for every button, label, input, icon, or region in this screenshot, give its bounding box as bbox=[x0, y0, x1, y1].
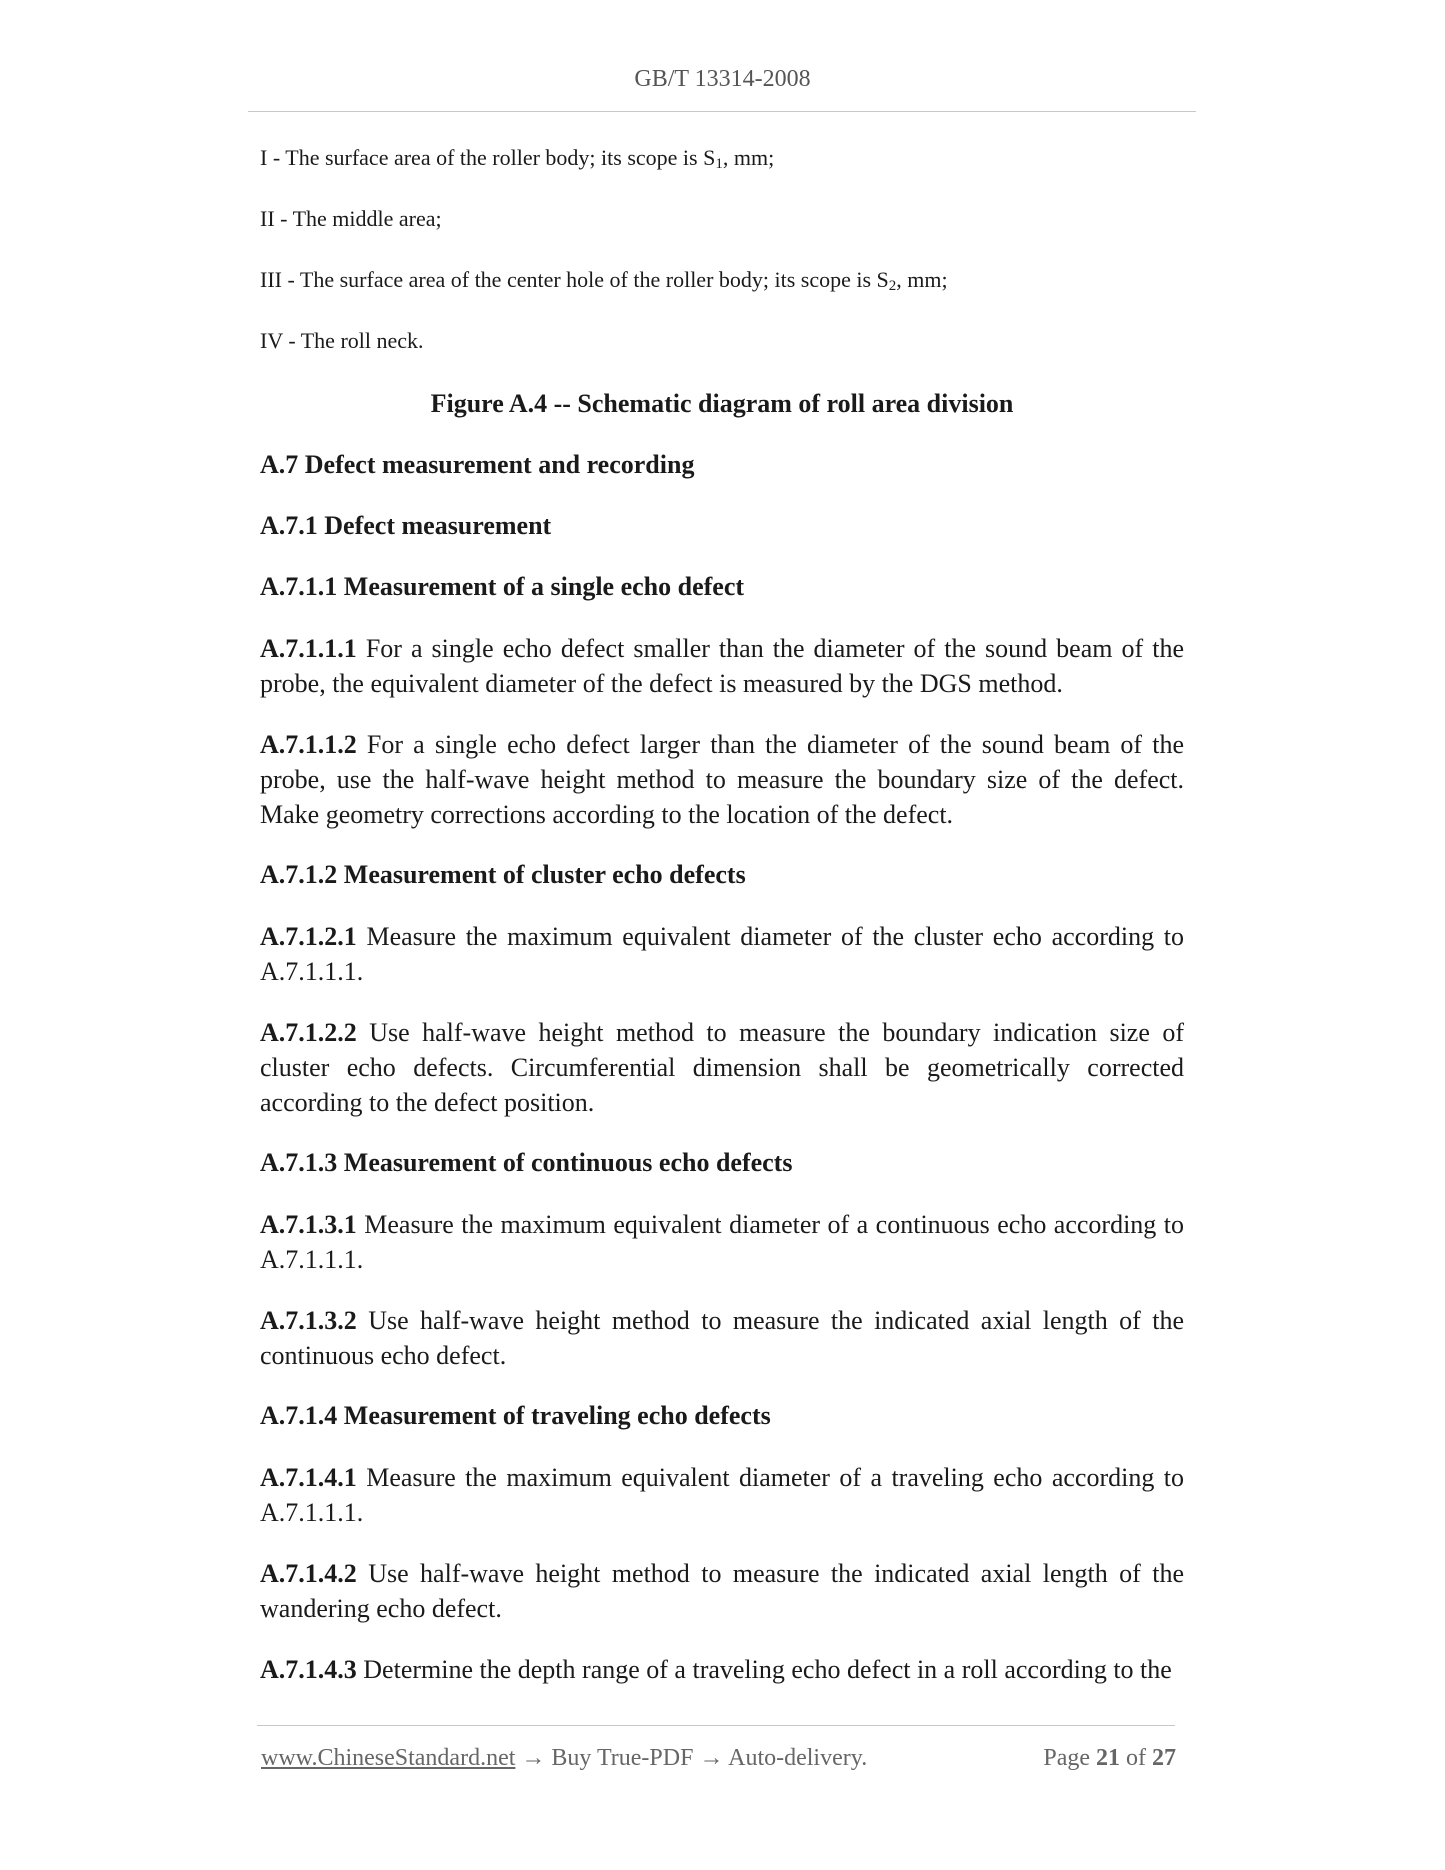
legend-item-ii: II - The middle area; bbox=[260, 206, 442, 231]
legend-item-iii: III - The surface area of the center hole of the roller body; its scope is $S_2$, mm; bbox=[260, 267, 948, 294]
figure-caption: Figure A.4 -- Schematic diagram of roll area division bbox=[430, 389, 1014, 418]
section-heading-a714: A.7.1.4 Measurement of traveling echo defects bbox=[260, 1401, 771, 1430]
paragraph-a7111: A.7.1.1.1 For a single echo defect smaller than the diameter of the sound beam of the probe, the equivalent diameter of the defect is measured by the DGS method. bbox=[260, 634, 1184, 698]
paragraph-a7132: A.7.1.3.2 Use half-wave height method to measure the indicated axial length of the continuous echo defect. bbox=[260, 1306, 1184, 1370]
paragraph-a7112: A.7.1.1.2 For a single echo defect larger than the diameter of the sound beam of the probe, use the half-wave height method to measure the boundary size of the defect. Make geometry corrections according to the location of the defect. bbox=[260, 730, 1184, 829]
section-heading-a713: A.7.1.3 Measurement of continuous echo defects bbox=[260, 1148, 793, 1177]
section-heading-a711: A.7.1.1 Measurement of a single echo defect bbox=[260, 572, 745, 601]
legend-item-i: I - The surface area of the roller body; its scope is $S_1$, mm; bbox=[260, 145, 775, 172]
paragraph-a7131: A.7.1.3.1 Measure the maximum equivalent diameter of a continuous echo according to A.7.1.1.1. bbox=[260, 1210, 1184, 1274]
header-divider bbox=[248, 111, 1196, 112]
section-heading-a712: A.7.1.2 Measurement of cluster echo defects bbox=[260, 860, 746, 889]
section-heading-a71: A.7.1 Defect measurement bbox=[260, 511, 552, 540]
section-heading-a7: A.7 Defect measurement and recording bbox=[260, 450, 695, 479]
promo-text: → Buy True-PDF → Auto-delivery. bbox=[515, 1745, 868, 1771]
paragraph-a7141: A.7.1.4.1 Measure the maximum equivalent diameter of a traveling echo according to A.7.1.1.1. bbox=[260, 1463, 1184, 1527]
footer-divider bbox=[257, 1725, 1175, 1726]
page-footer bbox=[261, 1745, 1176, 1775]
paragraph-a7122: A.7.1.2.2 Use half-wave height method to measure the boundary indication size of cluster echo defects. Circumferential dimension shall be geometrically corrected according to the defect position. bbox=[260, 1018, 1184, 1117]
footer-promo bbox=[261, 1745, 867, 1772]
paragraph-a7121: A.7.1.2.1 Measure the maximum equivalent diameter of the cluster echo according to A.7.1.1.1. bbox=[260, 922, 1184, 986]
paragraph-a7142: A.7.1.4.2 Use half-wave height method to measure the indicated axial length of the wandering echo defect. bbox=[260, 1559, 1184, 1623]
paragraph-a7143: A.7.1.4.3 Determine the depth range of a traveling echo defect in a roll according to the bbox=[260, 1655, 1172, 1684]
page-body bbox=[260, 143, 1184, 1713]
running-header: GB/T 13314-2008 bbox=[634, 66, 811, 92]
website-link[interactable]: www.ChineseStandard.net bbox=[261, 1745, 516, 1771]
legend-item-iv: IV - The roll neck. bbox=[260, 328, 424, 353]
page-number: Page 21 of 27 bbox=[1043, 1745, 1176, 1771]
